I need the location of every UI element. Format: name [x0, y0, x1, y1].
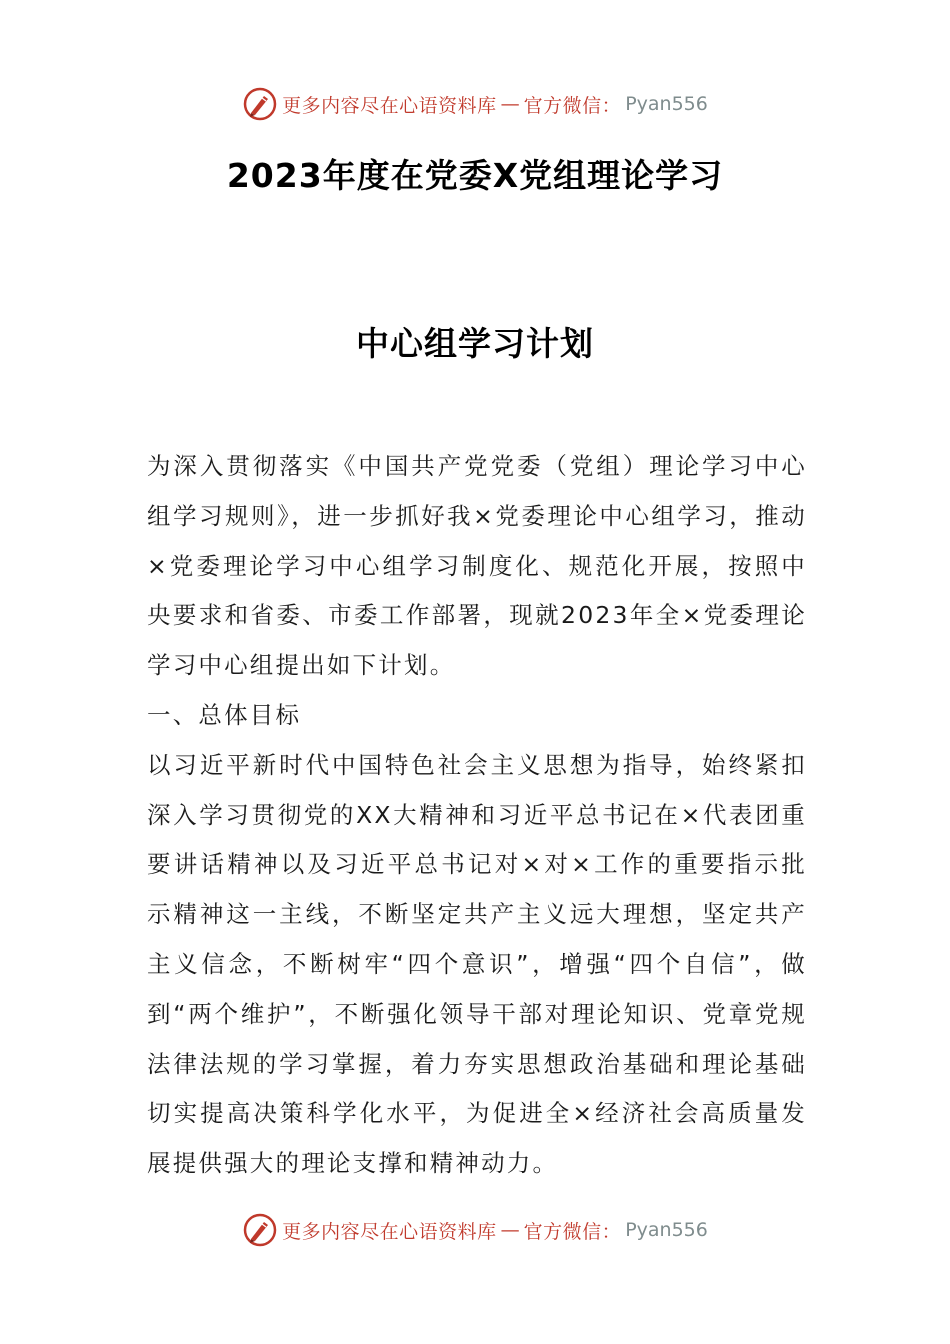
pen-logo-icon: [242, 86, 278, 122]
section-heading: 一、总体目标: [147, 700, 302, 729]
header-banner: [0, 84, 950, 124]
document-title-line-1: 2023年度在党委X党组理论学习: [226, 156, 724, 195]
banner-separator: —: [500, 1219, 520, 1241]
intro-paragraph: 为深入贯彻落实《中国共产党党委（党组）理论学习中心组学习规则》，进一步抓好我×党委理论中心组学习，推动×党委理论学习中心组学习制度化、规范化开展，按照中央要求和省委、市委工作部署，现就2023年全×党委理论学习中心组提出如下计划。: [147, 452, 807, 680]
pen-logo-icon: [242, 1212, 278, 1248]
banner-wechat-label: 官方微信：: [523, 1220, 622, 1243]
banner-slogan: 更多内容尽在心语资料库: [282, 94, 497, 117]
section-paragraph: 以习近平新时代中国特色社会主义思想为指导，始终紧扣深入学习贯彻党的XX大精神和习近平总书记在×代表团重要讲话精神以及习近平总书记对×对×工作的重要指示批示精神这一主线，不断坚定共产主义远大理想，坚定共产主义信念，不断树牢“四个意识”，增强“四个自信”，做到“两个维护”，不断强化领导干部对理论知识、党章党规法律法规的学习掌握，着力夯实思想政治基础和理论基础切实提高决策科学化水平，为促进全×经济社会高质量发展提供强大的理论支撑和精神动力。: [147, 750, 807, 1178]
footer-banner: [0, 1210, 950, 1250]
document-title-line-2: 中心组学习计划: [356, 324, 594, 363]
document-body: [147, 442, 807, 1189]
banner-wechat-id: Pyan556: [625, 1219, 708, 1241]
banner-separator: —: [500, 93, 520, 115]
banner-wechat-label: 官方微信：: [523, 94, 622, 117]
banner-wechat-id: Pyan556: [625, 93, 708, 115]
banner-slogan: 更多内容尽在心语资料库: [282, 1220, 497, 1243]
